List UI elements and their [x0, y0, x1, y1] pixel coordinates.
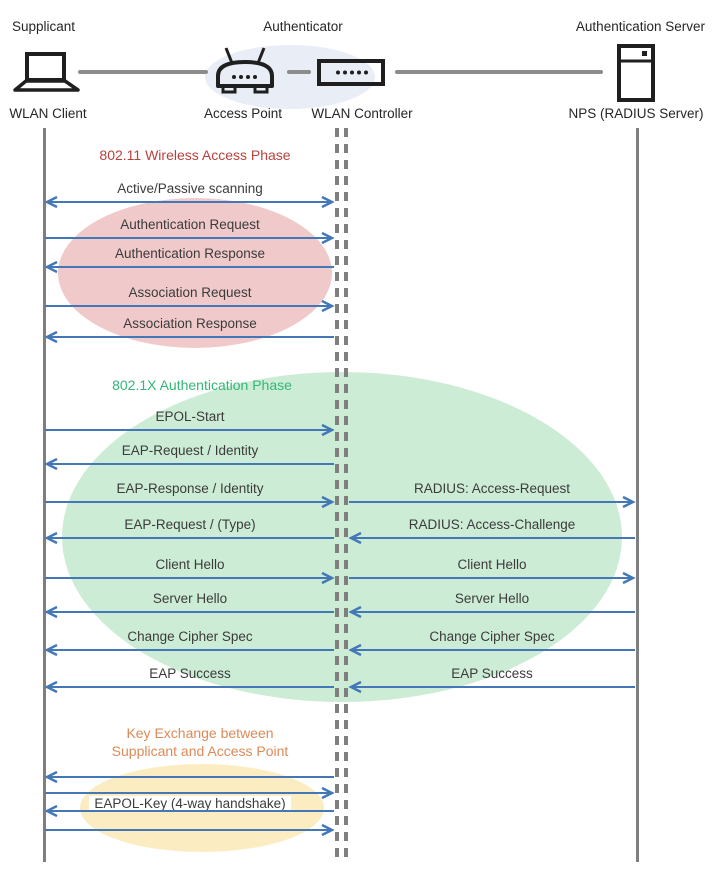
message-arrow-right — [45, 570, 334, 586]
message-arrow-right — [45, 230, 334, 246]
message-arrow-left — [45, 803, 334, 819]
message-label: Client Hello — [457, 557, 527, 572]
message-arrow-left — [45, 604, 334, 620]
message-label: Active/Passive scanning — [117, 181, 263, 196]
role-label-supplicant: Supplicant — [12, 19, 76, 34]
message-label: EAP-Request / (Type) — [124, 517, 256, 532]
connector-line — [395, 70, 603, 74]
message-arrow-left — [45, 769, 334, 785]
message-label: Authentication Response — [114, 246, 266, 261]
phase-title-wireless-access: 802.11 Wireless Access Phase — [99, 147, 291, 163]
message-arrow-left — [45, 642, 334, 658]
wlan-controller-icon — [317, 59, 387, 92]
phase-title-key-exchange-line2: Supplicant and Access Point — [111, 743, 289, 759]
message-label: RADIUS: Access-Request — [413, 481, 571, 496]
message-label: EPOL-Start — [155, 409, 225, 424]
connector-line — [78, 70, 208, 74]
message-label: Change Cipher Spec — [429, 629, 555, 644]
message-arrow-left — [45, 679, 334, 695]
connector-line — [287, 70, 311, 74]
message-label: EAPOL-Key (4-way handshake) — [40, 796, 340, 812]
server-icon — [615, 44, 659, 109]
message-arrow-right — [349, 494, 635, 510]
message-arrow-right — [45, 822, 334, 838]
message-arrow-right — [45, 422, 334, 438]
laptop-icon — [10, 52, 82, 99]
message-arrow-right — [45, 494, 334, 510]
entity-label-wlan-controller: WLAN Controller — [311, 106, 413, 121]
message-label: Client Hello — [155, 557, 225, 572]
entity-label-wlan-client: WLAN Client — [9, 106, 87, 121]
message-label: RADIUS: Access-Challenge — [408, 517, 576, 532]
message-arrow-left — [349, 679, 635, 695]
message-arrow-left — [349, 604, 635, 620]
message-label: EAP Success — [149, 666, 231, 681]
message-arrow-left — [349, 642, 635, 658]
phase-title-key-exchange-line1: Key Exchange between — [126, 725, 274, 741]
phase-title-dot1x-authentication: 802.1X Authentication Phase — [112, 377, 292, 393]
message-label: Change Cipher Spec — [127, 629, 253, 644]
entity-label-nps-radius-server: NPS (RADIUS Server) — [568, 106, 704, 121]
role-label-authentication-server: Authentication Server — [575, 19, 705, 34]
message-label: Authentication Request — [120, 217, 260, 232]
entity-label-access-point: Access Point — [203, 106, 283, 121]
message-label: Association Response — [123, 316, 257, 331]
message-label: EAP Success — [451, 666, 533, 681]
message-arrow-left — [45, 259, 334, 275]
message-arrow-left — [349, 530, 635, 546]
message-arrow-right — [349, 570, 635, 586]
message-label: Server Hello — [454, 591, 530, 606]
access-point-icon — [211, 46, 279, 101]
message-arrow-right — [45, 298, 334, 314]
message-arrow-both — [45, 194, 334, 210]
message-label: Association Request — [128, 285, 252, 300]
message-label: EAP-Response / Identity — [116, 481, 264, 496]
message-arrow-left — [45, 329, 334, 345]
message-arrow-left — [45, 456, 334, 472]
message-label: Server Hello — [152, 591, 228, 606]
message-arrow-left — [45, 530, 334, 546]
message-label: EAP-Request / Identity — [121, 443, 259, 458]
role-label-authenticator: Authenticator — [263, 19, 343, 34]
